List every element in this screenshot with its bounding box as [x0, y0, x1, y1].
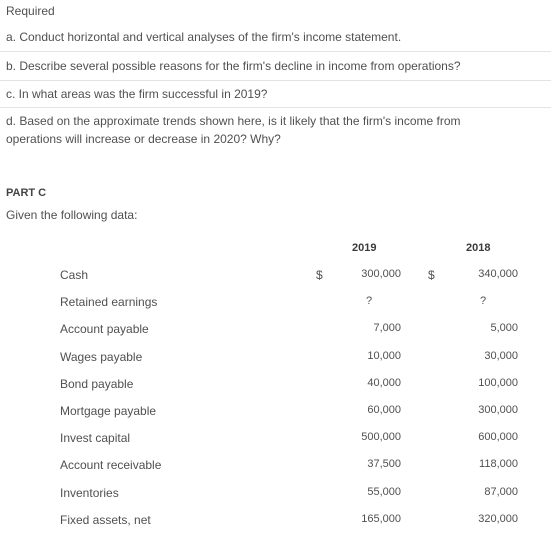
- value-2019: 165,000: [361, 512, 401, 525]
- question-b: b. Describe several possible reasons for the firm's decline in income from operations?: [6, 59, 461, 73]
- required-heading: Required: [6, 4, 55, 18]
- value-2019: ?: [366, 295, 373, 308]
- column-header-2019: 2019: [352, 242, 377, 254]
- value-2018: 100,000: [478, 376, 518, 389]
- row-label: Cash: [60, 268, 89, 282]
- row-label: Mortgage payable: [60, 404, 157, 418]
- currency-symbol: $: [316, 268, 323, 282]
- value-2018: 300,000: [478, 404, 518, 416]
- question-d-line2: operations will increase or decrease in 2020? Why?: [6, 132, 281, 146]
- value-2018: 30,000: [484, 349, 518, 362]
- row-label: Wages payable: [60, 349, 143, 364]
- table-row: [0, 295, 551, 315]
- currency-symbol: $: [428, 268, 435, 282]
- table-row: [0, 377, 551, 397]
- row-label: Bond payable: [60, 376, 134, 391]
- column-header-2018: 2018: [466, 242, 491, 254]
- row-label: Account receivable: [60, 458, 162, 473]
- question-a: a. Conduct horizontal and vertical analyses of the firm's income statement.: [6, 30, 402, 44]
- table-row: [0, 458, 551, 478]
- value-2018: 5,000: [490, 322, 518, 335]
- value-2019: 10,000: [367, 349, 401, 362]
- divider: [0, 51, 551, 52]
- question-d-line1: d. Based on the approximate trends shown here, is it likely that the firm's income from: [6, 114, 461, 128]
- row-label: Fixed assets, net: [60, 512, 151, 527]
- value-2018: 600,000: [478, 431, 518, 444]
- part-title: PART C: [6, 187, 47, 199]
- table-row: [0, 350, 551, 370]
- table-row: [0, 404, 551, 424]
- question-c: c. In what areas was the firm successful in 2019?: [6, 87, 268, 101]
- value-2019: 300,000: [361, 268, 401, 280]
- divider: [0, 80, 551, 81]
- value-2018: ?: [480, 295, 487, 308]
- divider: [0, 107, 551, 108]
- value-2019: 37,500: [367, 458, 401, 471]
- row-label: Account payable: [60, 322, 149, 337]
- table-row: [0, 431, 551, 451]
- table-row: [0, 322, 551, 342]
- given-text: Given the following data:: [6, 208, 138, 222]
- row-label: Inventories: [60, 485, 119, 500]
- value-2019: 500,000: [361, 431, 401, 444]
- value-2019: 7,000: [373, 322, 401, 335]
- table-row: [0, 268, 551, 288]
- row-label: Invest capital: [60, 431, 131, 446]
- row-label: Retained earnings: [60, 295, 158, 310]
- value-2018: 118,000: [479, 458, 518, 471]
- value-2018: 320,000: [478, 512, 518, 525]
- table-row: [0, 486, 551, 506]
- value-2019: 60,000: [367, 404, 401, 416]
- table-row: [0, 513, 551, 533]
- value-2019: 55,000: [367, 485, 401, 498]
- value-2018: 87,000: [484, 485, 518, 498]
- value-2018: 340,000: [478, 268, 518, 280]
- value-2019: 40,000: [367, 376, 401, 389]
